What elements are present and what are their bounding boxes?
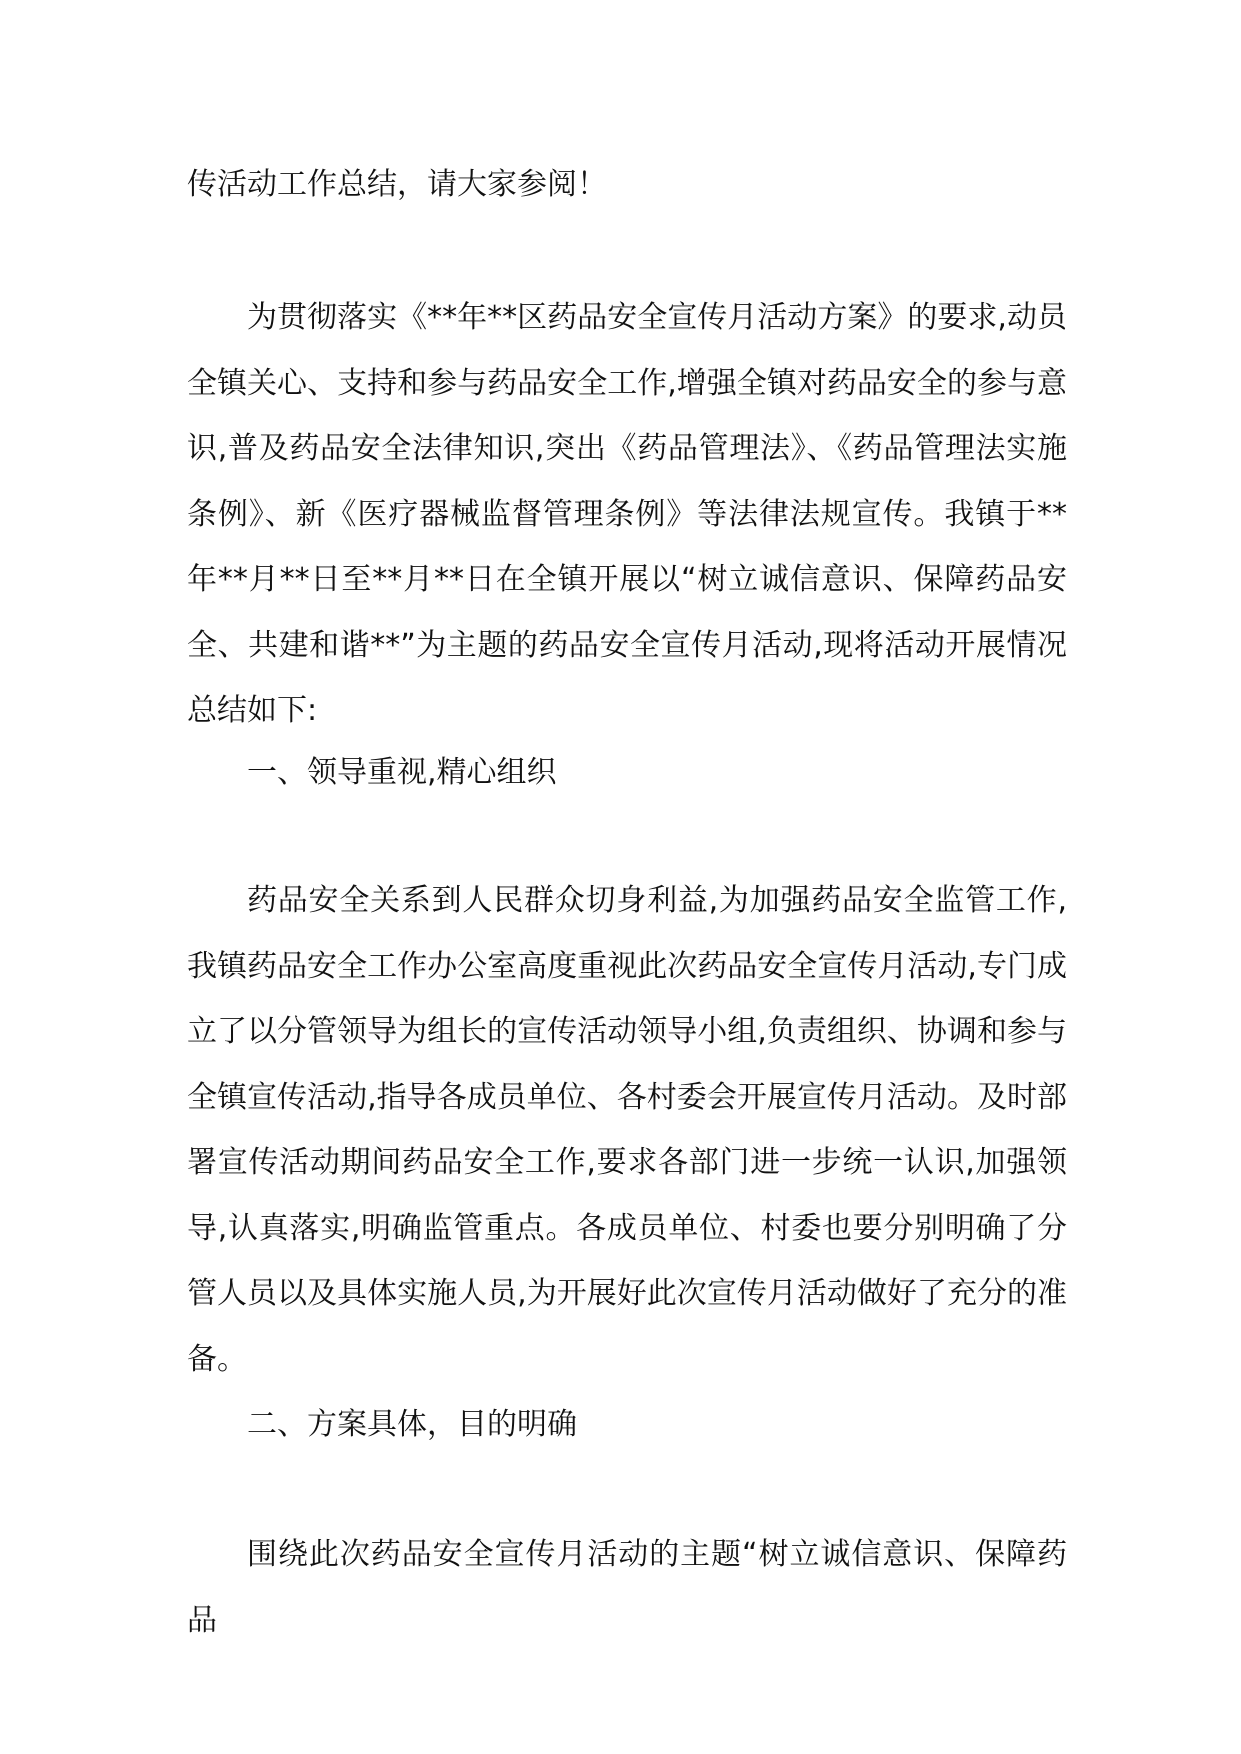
section-1-paragraph: 药品安全关系到人民群众切身利益,为加强药品安全监管工作,我镇药品安全工作办公室高度重视此次药品安全宣传月活动,专门成立了以分管领导为组长的宣传活动领导小组,负责组织、协调和参与全镇宣传活动,指导各成员单位、各村委会开展宣传月活动。及时部署宣传活动期间药品安全工作,要求各部门进一步统一认识,加强领导,认真落实,明确监管重点。各成员单位、村委也要分别明确了分管人员以及具体实施人员,为开展好此次宣传月活动做好了充分的准备。 xyxy=(187,883,1067,1377)
intro-paragraph: 为贯彻落实《**年**区药品安全宣传月活动方案》的要求,动员全镇关心、支持和参与药品安全工作,增强全镇对药品安全的参与意识,普及药品安全法律知识,突出《药品管理法》、《药品管理法实施条例》、新《医疗器械监督管理条例》等法律法规宣传。我镇于**年**月**日至**月**日在全镇开展以“树立诚信意识、保障药品安全、共建和谐**”为主题的药品安全宣传月活动,现将活动开展情况总结如下: xyxy=(187,300,1067,728)
intro-tail-text: 传活动工作总结，请大家参阅！ xyxy=(187,167,607,202)
section-2-paragraph: 围绕此次药品安全宣传月活动的主题“树立诚信意识、保障药品 xyxy=(187,1537,1067,1638)
section-2-heading: 二、方案具体，目的明确 xyxy=(247,1407,577,1442)
section-1-heading: 一、领导重视,精心组织 xyxy=(247,755,557,790)
